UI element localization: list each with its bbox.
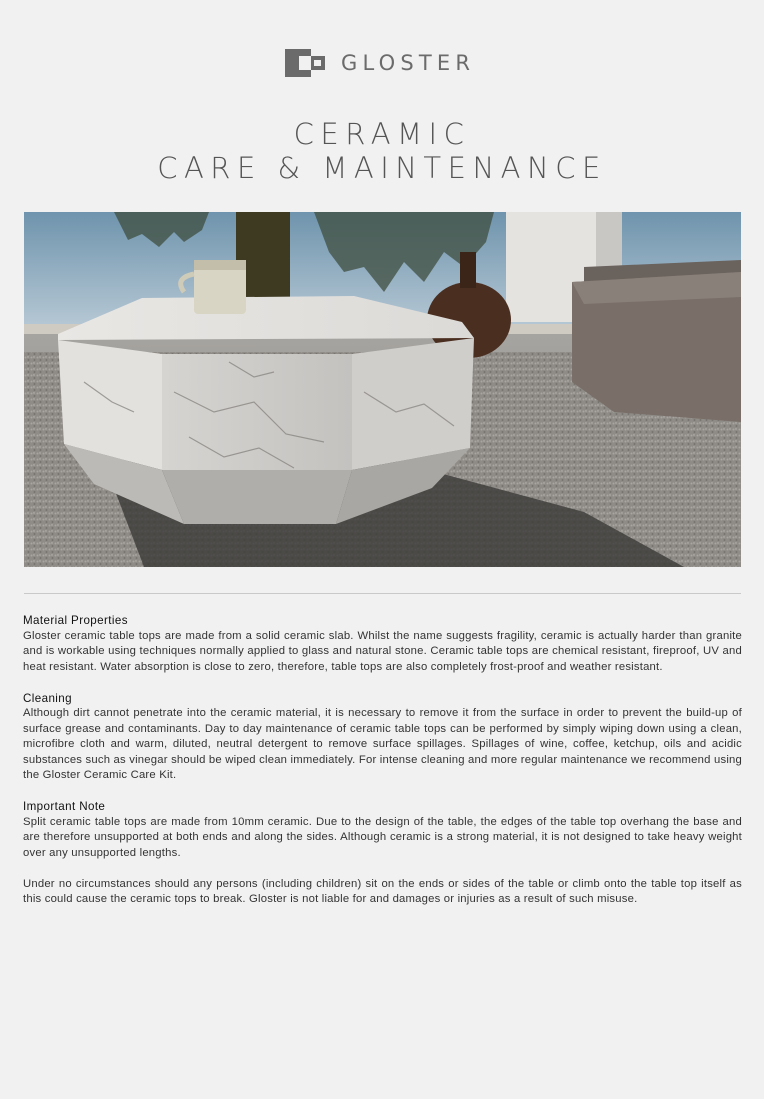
- gloster-logo-icon: [285, 49, 325, 77]
- section-heading: Material Properties: [23, 614, 128, 627]
- ceramic-table-photo: [24, 212, 741, 567]
- section-heading: Cleaning: [23, 691, 72, 705]
- care-instructions: [23, 613, 742, 923]
- page-title-line-2: CARE & MAINTENANCE: [157, 151, 607, 185]
- section-material-properties: [23, 613, 742, 675]
- section-divider: [24, 593, 741, 594]
- section-paragraph: Although dirt cannot penetrate into the ceramic material, it is necessary to remove it from the surface in order to prevent the build-up of surface grease and contaminants. Day to day maintenance of ceramic table tops can be performed by simply wiping down using a clean, microfibre cloth and warm, diluted, neutral detergent to remove surface spillages. Spillages of wine, coffee, ketchup, oils and acidic substances such as vinegar should be wiped clean immediately. For intense cleaning and more regular maintenance we recommend using the Gloster Ceramic Care Kit.: [23, 707, 742, 781]
- section-important-note: [23, 799, 742, 908]
- section-paragraph: Split ceramic table tops are made from 10mm ceramic. Due to the design of the table, the edges of the table top overhang the base and are therefore unsupported at both ends and along the sides. Although ceramic is a strong material, it is not designed to take heavy weight over any unsupported lengths.: [23, 815, 742, 859]
- section-paragraph: Gloster ceramic table tops are made from a solid ceramic slab. Whilst the name suggests fragility, ceramic is actually harder than granite and is workable using techniques normally applied to glass and natural stone. Ceramic table tops are chemical resistant, fireproof, UV and heat resistant. Water absorption is close to zero, therefore, table tops are also completely frost-proof and weather resistant.: [23, 629, 742, 673]
- section-cleaning: [23, 691, 742, 784]
- page-title-line-1: CERAMIC: [293, 117, 471, 151]
- brand-name: GLOSTER: [341, 51, 476, 75]
- section-heading: Important Note: [23, 800, 106, 813]
- brand-logo: [285, 49, 475, 77]
- section-paragraph: Under no circumstances should any persons (including children) sit on the ends or sides of the table or climb onto the table top itself as this could cause the ceramic tops to break. Gloster is not liable for and damages or injuries as a result of such misuse.: [23, 877, 742, 905]
